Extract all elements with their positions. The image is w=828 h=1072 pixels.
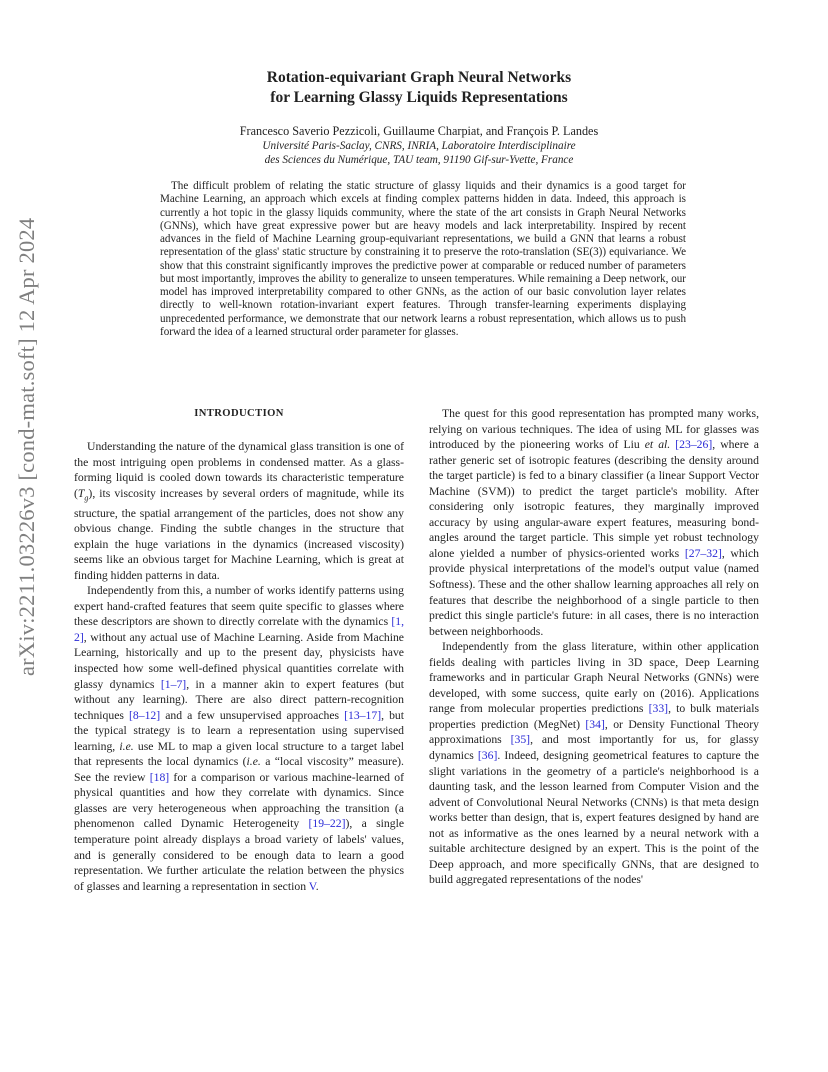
author-list: Francesco Saverio Pezzicoli, Guillaume Charpiat, and François P. Landes: [239, 124, 599, 138]
citation-link[interactable]: [36]: [477, 749, 498, 763]
section-link[interactable]: V: [308, 879, 316, 893]
paragraph: Independently from this, a number of works identify patterns using expert hand-crafted features that seem quite specific to glasses where these descriptors are shown to directly correlate with the dynamics [1, 2], without any actual use of Machine Learning. Aside from Machine Learning, historically and up to the present day, physicists have inspected how some well-defined physical quantities correlate with glassy dynamics [1–7], in a manner akin to expert features (but without any learning). There are also direct pattern-recognition techniques [8–12] and a few unsupervised approaches [13–17], but the typical strategy is to learn a representation using supervised learning, i.e. use ML to map a given local structure to a target label that represents the local dynamics (i.e. a “local viscosity” measure). See the review [18] for a comparison or various machine-learned of physical quantities and how they correlate with dynamics. Since glasses are very heterogeneous when approaching the transition (a phenomenon called Dynamic Heterogeneity [19–22]), a single temperature point already displays a broad variety of labels' values, and is generally considered to be enough data to learn a good representation. We further articulate the relation between the physics of glasses and learning a representation in section V.: [74, 584, 405, 893]
paragraph: Independently from the glass literature, within other application fields dealing with particles living in 3D space, Deep Learning frameworks and in particular Graph Neural Networks (GNNs) were developed, with some success, quite early on (2016). Applications range from molecular properties predictions [33], to bulk materials properties prediction (MegNet) [34], or Density Functional Theory approximations [35], and most importantly for us, for glassy dynamics [36]. Indeed, designing geometrical features to capture the slight variations in the geometry of a particle's neighborhood is a daunting task, and the lesson learned from Computer Vision and the advent of Convolutional Neural Networks (CNNs) is that meta design works better than design, that is, expert features designed by hand are not as informative as the ones learned by a neural network with a suitable architecture designed by an expert. This is the point of the Deep approach, and more specifically GNNs, that are designed to build aggregated representations of the nodes': [429, 640, 760, 887]
citation-link[interactable]: [18]: [149, 770, 170, 784]
citation-link[interactable]: [8–12]: [129, 708, 161, 722]
left-column: [74, 406, 404, 894]
citation-link[interactable]: [23–26]: [675, 438, 713, 452]
paper-title: [80, 68, 758, 108]
citation-link[interactable]: [34]: [585, 717, 605, 731]
author-block: [80, 124, 758, 167]
citation-link[interactable]: [13–17]: [344, 708, 382, 722]
abstract: The difficult problem of relating the static structure of glassy liquids and their dynamics is a good target for Machine Learning, an approach which excels at finding complex patterns hidden in data. Indeed, this approach is currently a hot topic in the glassy liquids community, where the state of the art consists in Graph Neural Networks (GNNs), which have great expressive power but are heavy models and lack interpretability. Inspired by recent advances in the field of Machine Learning group-equivariant representations, we build a GNN that learns a robust representation of the glass' static structure by constraining it to preserve the roto-translation (SE(3)) equivariance. We show that this constraint significantly improves the predictive power at comparable or reduced number of parameters but most importantly, improves the ability to generalize to unseen temperatures. While remaining a Deep network, our model has improved interpretability compared to other GNNs, as the action of our basic convolution layer relates directly to well-known rotation-invariant expert features. Through transfer-learning experiments displaying unprecedented performance, we demonstrate that our network learns a robust representation, which allows us to push forward the idea of a learned structural order parameter for glasses.: [160, 180, 686, 338]
right-column: [429, 406, 759, 888]
citation-link[interactable]: [27–32]: [684, 546, 722, 560]
citation-link[interactable]: [35]: [510, 733, 531, 747]
citation-link[interactable]: [33]: [648, 702, 669, 716]
title-line-2: for Learning Glassy Liquids Representations: [270, 89, 568, 106]
paragraph: Understanding the nature of the dynamical glass transition is one of the most intriguing open problems in condensed matter. As a glass-forming liquid is cooled down towards its characteristic temperature $(T_g)$, its viscosity increases by several orders of magnitude, while its structure, the spatial arrangement of the particles, does not show any obvious change. Finding the subtle changes in the structure that explain the huge variations in the dynamics (increased viscosity) seems like an obvious target for Machine Learning, which is great at finding hidden patterns in data.: [74, 440, 404, 582]
citation-link[interactable]: [1, 2]: [74, 615, 404, 644]
tg-symbol: $T_g$: [77, 486, 89, 502]
affiliation-line-1: Université Paris-Saclay, CNRS, INRIA, Laboratoire Interdisciplinaire: [262, 140, 576, 152]
title-line-1: Rotation-equivariant Graph Neural Networks: [266, 69, 572, 86]
citation-link[interactable]: [1–7]: [160, 677, 187, 691]
affiliation-line-2: des Sciences du Numérique, TAU team, 91190 Gif-sur-Yvette, France: [264, 154, 574, 166]
paragraph: The quest for this good representation has prompted many works, relying on various techniques. The idea of using ML for glasses was introduced by the pioneering works of Liu et al. [23–26], where a rather generic set of isotropic features (describing the density around the target particle) is fed to a binary classifier (a linear Support Vector Machine (SVM)) to predict the target particle's mobility. After considering only isotropic features, they marginally improved accuracy by using angular-aware expert features, measuring bond-angles around the target particle. This simple yet robust technology alone yielded a number of physics-oriented works [27–32], which provide physical interpretations of the model's output value (named Softness). These and the other shallow learning approaches all rely on features that describe the neighborhood of a single particle to then predict this single particle's future: in all cases, there is no interaction between neighborhoods.: [429, 407, 759, 638]
citation-link[interactable]: [19–22]: [308, 817, 346, 831]
arxiv-identifier: arXiv:2211.03226v3 [cond-mat.soft] 12 Apr 2024: [14, 217, 39, 676]
section-heading-introduction: INTRODUCTION: [194, 408, 284, 419]
